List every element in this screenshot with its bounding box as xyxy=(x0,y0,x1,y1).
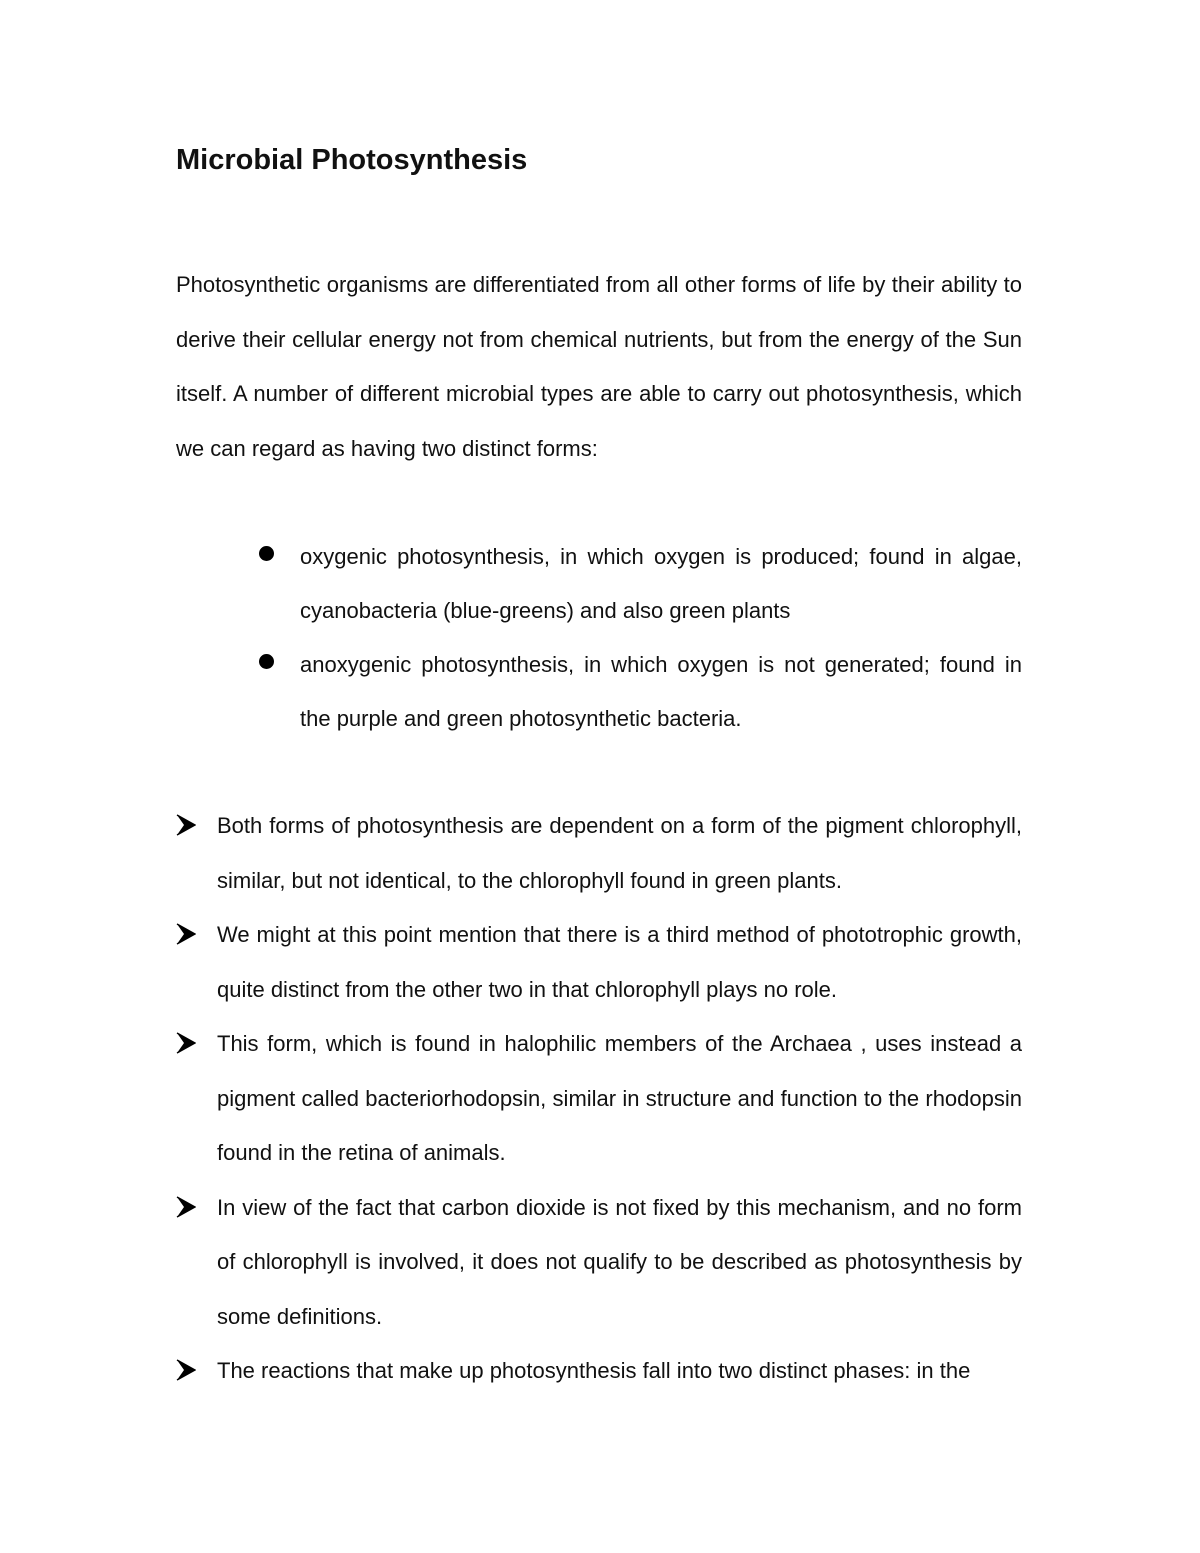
arrowhead-bullet-icon xyxy=(176,1359,196,1381)
intro-paragraph: Photosynthetic organisms are differentiated from all other forms of life by their ability to derive their cellular energy not from chemical nutrients, but from the energy of the Sun itself. A number of different microbial types are able to carry out photosynthesis, which we can regard as having two distinct forms: xyxy=(176,272,1022,461)
photosynthesis-forms-list xyxy=(252,530,1022,746)
key-point-item xyxy=(176,908,1022,1017)
arrowhead-bullet-icon xyxy=(176,1196,196,1218)
list-item-anoxygenic xyxy=(252,638,1022,746)
list-item-oxygenic xyxy=(252,530,1022,638)
key-point-item xyxy=(176,1181,1022,1345)
page-title: Microbial Photosynthesis xyxy=(176,144,528,176)
key-point-text: In view of the fact that carbon dioxide is not fixed by this mechanism, and no form of chlorophyll is involved, it does not qualify to be described as photosynthesis by some definitions. xyxy=(217,1194,1022,1329)
key-points-list xyxy=(176,799,1022,1399)
filled-circle-bullet-icon xyxy=(259,546,274,561)
key-point-item xyxy=(176,799,1022,908)
key-point-text: The reactions that make up photosynthesis fall into two distinct phases: in the xyxy=(217,1358,971,1383)
arrowhead-bullet-icon xyxy=(176,1032,196,1054)
key-point-item xyxy=(176,1017,1022,1181)
key-point-item xyxy=(176,1344,1022,1399)
arrowhead-bullet-icon xyxy=(176,923,196,945)
filled-circle-bullet-icon xyxy=(259,654,274,669)
key-point-text: Both forms of photosynthesis are dependent on a form of the pigment chlorophyll, similar, but not identical, to the chlorophyll found in green plants. xyxy=(217,813,1022,893)
arrowhead-bullet-icon xyxy=(176,814,196,836)
key-point-text: This form, which is found in halophilic members of the Archaea , uses instead a pigment called bacteriorhodopsin, similar in structure and function to the rhodopsin found in the retina of animals. xyxy=(217,1031,1022,1165)
list-item-text: oxygenic photosynthesis, in which oxygen is produced; found in algae, cyanobacteria (blue-greens) and also green plants xyxy=(300,544,1022,623)
key-point-text: We might at this point mention that there is a third method of phototrophic growth, quite distinct from the other two in that chlorophyll plays no role. xyxy=(217,922,1022,1002)
list-item-text: anoxygenic photosynthesis, in which oxygen is not generated; found in the purple and green photosynthetic bacteria. xyxy=(300,652,1022,731)
